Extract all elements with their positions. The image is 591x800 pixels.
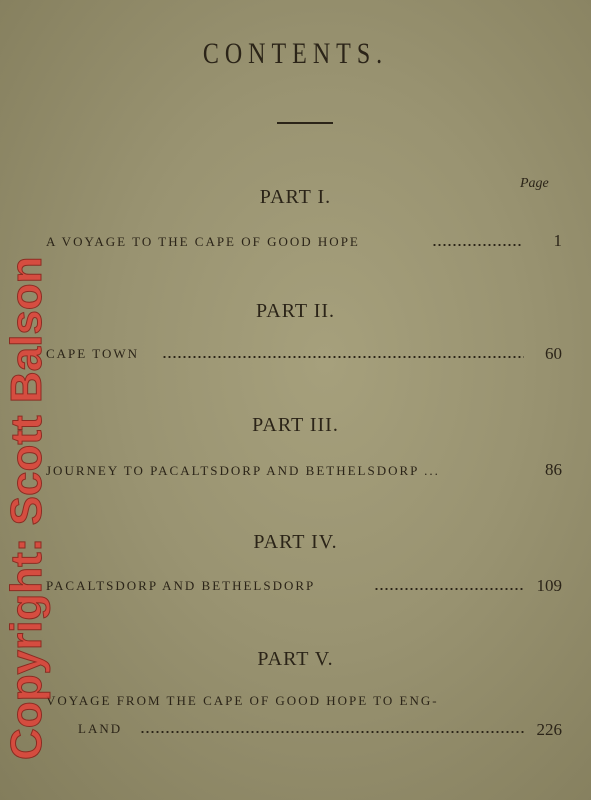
part-4-leader	[374, 588, 524, 590]
part-1-heading: PART I.	[259, 186, 332, 208]
part-5-page: 226	[536, 720, 562, 739]
part-5-heading: PART V.	[257, 648, 334, 670]
part-2-leader	[162, 356, 524, 358]
part-1-entry: A VOYAGE TO THE CAPE OF GOOD HOPE	[46, 234, 360, 249]
part-3-entry: JOURNEY TO PACALTSDORP AND BETHELSDORP ...	[46, 463, 440, 478]
part-4-entry: PACALTSDORP AND BETHELSDORP	[46, 578, 316, 593]
part-5-entry-continuation: LAND	[78, 721, 123, 736]
part-1-page: 1	[553, 231, 562, 250]
title-rule	[277, 122, 333, 124]
part-4-heading: PART IV.	[253, 531, 338, 553]
contents-title: CONTENTS.	[202, 38, 389, 71]
part-4-page: 109	[536, 576, 562, 595]
part-3-heading: PART III.	[252, 414, 339, 436]
copyright-watermark: Copyright: Scott Balson	[2, 256, 51, 760]
page-column-label: Page	[520, 176, 549, 191]
part-3-page: 86	[545, 460, 562, 479]
part-1-leader	[432, 244, 522, 246]
part-2-entry: CAPE TOWN	[46, 346, 139, 361]
part-5-entry: VOYAGE FROM THE CAPE OF GOOD HOPE TO ENG-	[46, 693, 439, 708]
part-5-leader	[140, 731, 524, 733]
part-2-heading: PART II.	[255, 300, 336, 322]
part-2-page: 60	[545, 344, 562, 363]
